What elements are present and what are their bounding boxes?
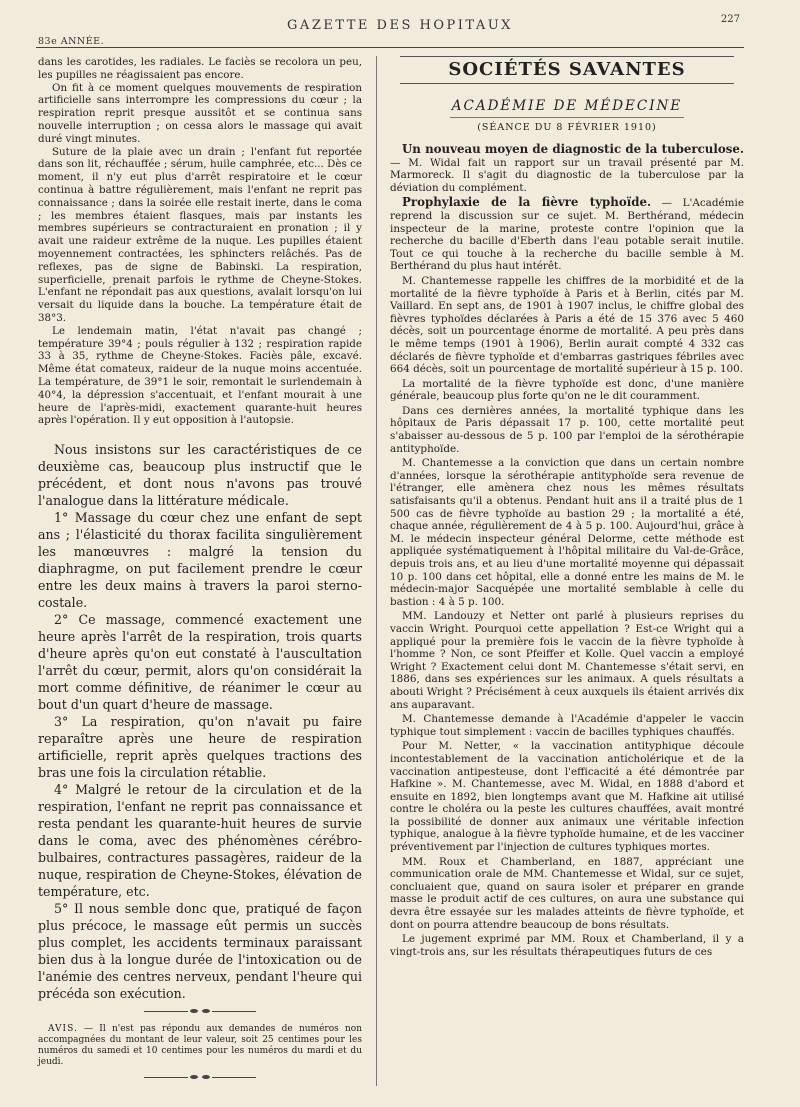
case-report <box>38 56 362 427</box>
header-rule <box>36 47 744 48</box>
case-paragraph: dans les carotides, les radiales. Le faciès se recolora un peu, les pupilles ne réagissaient pas encore. <box>38 56 362 81</box>
ornament-divider <box>38 1006 362 1016</box>
page-header <box>0 0 800 46</box>
year-label: 83e ANNÉE. <box>38 36 105 47</box>
avis-label: AVIS. <box>48 1024 78 1035</box>
paragraph-heading: Prophylaxie de la fièvre typhoïde. <box>402 195 652 210</box>
column-divider <box>376 56 377 1086</box>
report-paragraph: M. Chantemesse a la conviction que dans un certain nombre d'années, lorsque la sérothérapie antityphoïde sera revenue de l'étranger, elle amènera chez nous les mêmes résultats satisfaisants qu'il a obtenus. Pendant huit ans il a traité plus de 1 500 cas de fièvre typhoïde au bastion 29 ; la mortalité a été, chaque année, régulièrement de 4 à 5 p. 100. Aujourd'hui, grâce à M. le médecin inspecteur général Delorme, cette méthode est appliquée systématiquement à l'hôpital militaire du Val-de-Grâce, depuis trois ans, et au lieu d'une mortalité moyenne qui dépassait 10 p. 100 dans cet hôpital, elle a donné entre les mains de M. le médecin-major Sacquépée une mortalité semblable à celle du bastion : 4 à 5 p. 100. <box>390 457 744 608</box>
report-paragraph: M. Chantemesse rappelle les chiffres de la morbidité et de la mortalité de la fièvre typhoïde à Paris et à Berlin, cités par M. Vaillard. En sept ans, de 1901 à 1907 inclus, le chiffre global des fièvres typhoïdes déclarées à Paris a été de 15 376 avec 5 460 décès, soit un pourcentage énorme de mortalité. A peu près dans le même temps (1901 à 1906), Berlin aurait compté 4 332 cas déclarés de fièvre typhoïde et d'embarras gastriques fébriles avec 664 décès, soit un pourcentage de mortalité supérieur à 15 p. 100. <box>390 274 744 376</box>
report-paragraph: Dans ces dernières années, la mortalité typhique dans les hôpitaux de Paris dépassait 17 p. 100, cette mortalité peut s'abaisser au-dessous de 5 p. 100 par l'emploi de la sérothérapie antityphoïde. <box>390 404 744 455</box>
right-column <box>390 56 744 960</box>
report-paragraph: La mortalité de la fièvre typhoïde est donc, d'une manière générale, beaucoup plus forte qu'on ne le dit couramment. <box>390 377 744 403</box>
paragraph-body: — M. Widal fait un rapport sur un travail présenté par M. Marmoreck. Il s'agit du diagnostic de la tuberculose par la déviation du complément. <box>390 156 744 194</box>
discussion-paragraph: 4° Malgré le retour de la circulation et de la respiration, l'enfant ne reprit pas connaissance et resta pendant les quarante-huit heures de survie dans le coma, avec des phénomènes cérébro-bulbaires, contractures passagères, raideur de la nuque, respiration de Cheyne-Stokes, élévation de température, etc. <box>38 782 362 900</box>
page-number: 227 <box>720 14 740 25</box>
left-column <box>38 56 362 1086</box>
avis-notice <box>38 1024 362 1068</box>
session-date: (SÉANCE DU 8 FÉVRIER 1910) <box>477 122 657 133</box>
case-paragraph: On fit à ce moment quelques mouvements de respiration artificielle sans interrompre les compressions du cœur ; la respiration reprit presque aussitôt et se continua sans nouvelle interruption ; on cessa alors le massage qui avait duré vingt minutes. <box>38 81 362 145</box>
discussion <box>38 441 362 1002</box>
discussion-paragraph: Nous insistons sur les caractéristiques de ce deuxième cas, beaucoup plus instructif que le précédent, et dont nous n'avons pas trouvé l'analogue dans la littérature médicale. <box>38 442 362 509</box>
journal-title: GAZETTE DES HOPITAUX <box>287 18 513 33</box>
case-paragraph: Le lendemain matin, l'état n'avait pas changé ; température 39°4 ; pouls régulier à 132 ; respiration rapide 33 à 35, rythme de Cheyne-Stokes. Faciès pâle, excavé. Même état comateux, raideur de la nuque moins accentuée. La température, de 39°1 le soir, remontait le surlendemain à 40°4, la dépression s'accentuait, et l'enfant mourait à une heure de l'après-midi, exactement quarante-huit heures après l'opération. Il y eut opposition à l'autopsie. <box>38 324 362 427</box>
report-paragraph <box>390 196 744 273</box>
discussion-paragraph: 3° La respiration, qu'on n'avait pu faire reparaître après une heure de respiration artificielle, reprit après quelques tractions des bras une fois la circulation rétablie. <box>38 714 362 781</box>
section-title: SOCIÉTÉS SAVANTES <box>400 56 734 84</box>
discussion-paragraph: 2° Ce massage, commencé exactement une heure après l'arrêt de la respiration, trois quarts d'heure après qu'on eut constaté à l'auscultation l'arrêt du cœur, permit, alors qu'on considérait la mort comme définitive, de réanimer le cœur au bout d'un quart d'heure de massage. <box>38 612 362 713</box>
report-paragraph: MM. Landouzy et Netter ont parlé à plusieurs reprises du vaccin Wright. Pourquoi cette appellation ? Est-ce Wright qui a appliqué pour la première fois le vaccin de la fièvre typhoïde à l'homme ? Non, ce sont Pfeiffer et Kolle. Quel vaccin a employé Wright ? Exactement celui dont M. Chantemesse s'était servi, en 1886, dans ses expériences sur les animaux. A quels résultats a abouti Wright ? Précisément à ceux auxquels ils étaient arrivés dix ans auparavant. <box>390 610 744 711</box>
paragraph-body: — L'Académie reprend la discussion sur ce sujet. M. Berthérand, médecin inspecteur de la marine, proteste contre l'opinion que la recherche du bacille d'Eberth dans l'eau potable serait inutile. Tout ce qui touche à la recherche du bacille semble à M. Berthérand du plus haut intérêt. <box>390 197 744 273</box>
academy-title: ACADÉMIE DE MÉDECINE <box>450 98 684 118</box>
avis-text <box>38 1024 362 1068</box>
ornament-divider-bottom <box>38 1072 362 1082</box>
report-paragraph: M. Chantemesse demande à l'Académie d'appeler le vaccin typhique tout simplement : vaccin de bacilles typhiques chauffés. <box>390 713 744 738</box>
discussion-paragraph: 1° Massage du cœur chez une enfant de sept ans ; l'élasticité du thorax facilita singulièrement les manœuvres : malgré la tension du diaphragme, on put facilement prendre le cœur entre les deux mains à travers la paroi sterno-costale. <box>38 510 362 611</box>
avis-body: — Il n'est pas répondu aux demandes de numéros non accompagnées du montant de leur valeur, soit 25 centimes pour les numéros du samedi et 10 centimes pour les numéros du mardi et du jeudi. <box>38 1024 362 1068</box>
report-paragraph: Pour M. Netter, « la vaccination antityphique découle incontestablement de la vaccination anticholérique et de la vaccination antipesteuse, dont l'efficacité a été démontrée par Hafkine ». M. Chantemesse, avec M. Widal, en 1888 d'abord et ensuite en 1892, bien longtemps avant que M. Hafkine ait utilisé contre le choléra ou la peste les cultures chauffées, avait montré la possibilité de donner aux animaux une véritable infection typhique, analogue à la fièvre typhoïde humaine, et de les vacciner préventivement par l'injection de cultures typhiques mortes. <box>390 740 744 854</box>
report-paragraph: Le jugement exprimé par MM. Roux et Chamberland, il y a vingt-trois ans, sur les résultats thérapeutiques futurs de ces <box>390 933 744 958</box>
paragraph-heading: Un nouveau moyen de diagnostic de la tuberculose. <box>402 142 744 156</box>
report-paragraph <box>390 143 744 194</box>
report-paragraph: MM. Roux et Chamberland, en 1887, appréciant une communication orale de MM. Chantemesse et Widal, sur ce sujet, concluaient que, quand on saura isoler et préparer en grande masse le produit actif de ces cultures, on aura une substance qui devra être essayée sur les malades atteints de fièvre typhoïde, et dont on pourra attendre beaucoup de bons résultats. <box>390 855 744 931</box>
discussion-paragraph: 5° Il nous semble donc que, pratiqué de façon plus précoce, le massage eût permis un succès plus complet, les accidents terminaux paraissant bien dus à la longue durée de l'intoxication ou de l'anémie des centres nerveux, pendant l'heure qui précéda son exécution. <box>38 901 362 1002</box>
case-paragraph: Suture de la plaie avec un drain ; l'enfant fut reportée dans son lit, réchauffée ; sérum, huile camphrée, etc... Dès ce moment, il n'y eut plus d'arrêt respiratoire et le cœur continua à battre régulièrement, mais l'enfant ne reprit pas connaissance ; dans la soirée elle restait inerte, dans le coma ; les membres étaient flasques, mais par instants les membres supérieurs se contracturaient en pronation ; il y avait une raideur extrême de la nuque. Les pupilles étaient moyennement contractées, les sphincters relâchés. Pas de reflexes, pas de signe de Babinski. La respiration, superficielle, prenait parfois le rythme de Cheyne-Stokes. L'enfant ne répondait pas aux questions, avalait lorsqu'on lui versait du liquide dans la bouche. La température était de 38°3. <box>38 145 362 324</box>
